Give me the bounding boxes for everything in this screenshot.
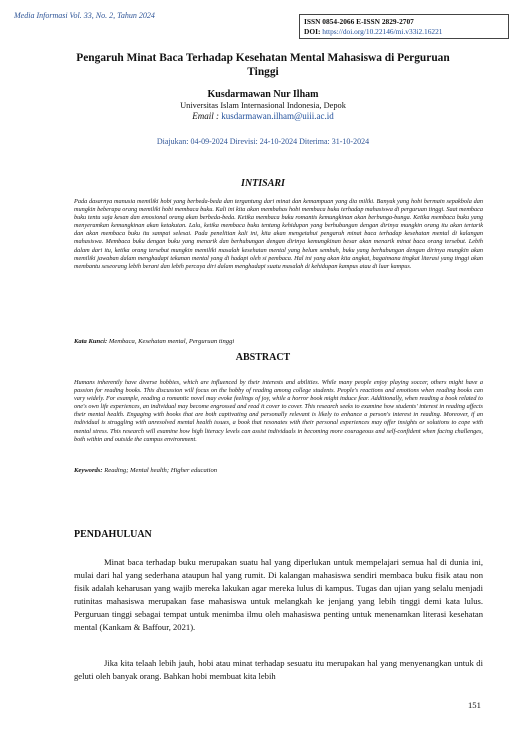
doi-line xyxy=(304,27,504,37)
doi-label: DOI: xyxy=(304,27,321,36)
author-name: Kusdarmawan Nur Ilham xyxy=(207,89,319,100)
author-email xyxy=(0,111,526,121)
abstract-text: Humans inherently have diverse hobbies, which are influenced by their interests and abilities. While many people enjoy playing soccer, others might have a passion for reading books. This discussion will focus on the hobby of reading among college students. People's reactions and emotions when reading books can vary widely. For example, reading a romantic novel may evoke feelings of joy, while a horror book might induce fear. Additionally, when reading a book related to one's own life experiences, an individual may become engrossed and read it cover to cover. This research seeks to examine how students' interest in reading affects their mental health. Engaging with books that are both captivating and personally relevant is likely to enhance a person's interest in reading. Moreover, if an individual is struggling with unresolved mental health issues, a book that resonates with their personal experiences may offer insights or solutions to cope with mental stress. This research will examine how high literacy levels can assist individuals in becoming more courageous and self-confident when facing challenges, both within and outside the campus environment. xyxy=(74,379,483,443)
section-heading: PENDAHULUAN xyxy=(74,529,152,540)
issn-line: ISSN 0854-2066 E-ISSN 2829-2707 xyxy=(304,17,414,26)
abstract-heading: ABSTRACT xyxy=(235,352,291,363)
paper-title: Pengaruh Minat Baca Terhadap Kesehatan Mental Mahasiswa di Perguruan Tinggi xyxy=(76,52,450,78)
intisari-heading: INTISARI xyxy=(241,178,285,189)
page-number: 151 xyxy=(468,700,481,710)
keywords-label: Keywords: xyxy=(74,467,103,474)
author-affiliation: Universitas Islam Internasional Indonesia, Depok xyxy=(180,101,346,110)
issn-doi-box xyxy=(299,14,509,39)
email-label: Email : xyxy=(192,111,219,121)
keywords xyxy=(74,467,483,474)
body-paragraph-2: Jika kita telaah lebih jauh, hobi atau minat terhadap sesuatu itu merupakan hal yang menyenangkan untuk di geluti oleh banyak orang. Bahkan hobi membuat kita lebih xyxy=(74,658,483,682)
journal-header: Media Informasi Vol. 33, No. 2, Tahun 2024 xyxy=(14,11,155,20)
email-link[interactable]: kusdarmawan.ilham@uiii.ac.id xyxy=(221,111,334,121)
kata-kunci xyxy=(74,338,483,345)
intisari-text: Pada dasarnya manusia memiliki hobi yang berbeda-beda dan tergantung dari minat dan kemampuan yang dia miliki. Banyak yang hobi bermain sepakbola dan mungkin beberapa orang memiliki hobi membaca buku. Kali ini kita akan membahas hobi membaca buku terhadap mahasiswa di perguruan tinggi. Saat membaca buku tentu saja kesan dan emosional orang akan berbeda-beda. Ketika membaca buku romantis kemungkinan akan berbunga-bunga. Ketika membaca buku yang menyeramkan kemungkinan akan ketakutan. Lalu, ketika membaca buku tentang kehidupan yang berhubungan dengan dirinya mungkin orang itu akan tertarik dan akan membaca buku itu sampai selesai. Pada penelitian kali ini, kita akan mengetahui pengaruh minat baca terhadap kesehatan mental di kalangan mahasiswa. Membaca buku dengan buku yang menarik dan berhubungan dengan dirinya kemungkinan besar akan menarik minat baca orang tersebut. Lebih dalam dari itu, ketika orang tersebut mungkin memiliki masalah kesehatan mental yang belum sembuh, buku yang berhubungan dengan dirinya mungkin akan memiliki jawaban dalam menghadapi tekanan mental yang di hadapi oleh si pembaca. Hal ini yang akan kita angkat, bagaimana tingkat literasi yang tinggi akan membantu seseorang lebih berani dan lebih percaya diri dalam menghadapi suatu masalah di kehidupan kampus atau di luar kampus. xyxy=(74,198,483,270)
keywords-value: Reading; Mental health; Higher education xyxy=(104,467,218,474)
doi-link[interactable]: https://doi.org/10.22146/mi.v33i2.16221 xyxy=(322,27,443,36)
submission-dates: Diajukan: 04-09-2024 Direvisi: 24-10-2024 Diterima: 31-10-2024 xyxy=(156,137,370,146)
body-paragraph-1: Minat baca terhadap buku merupakan suatu hal yang diperlukan untuk mempelajari semua hal di dunia ini, mulai dari hal yang sederhana ataupun hal yang rumit. Di kalangan mahasiswa sendiri membaca buku fisik atau non fisik adalah keharusan yang wajib mereka lakukan agar mereka lulus di kampus. Tugas dan ujian yang selalu menjadi rutinitas mahasiswa merupakan fase mahasiswa untuk melangkah ke jenjang yang lebih tinggi demi kata lulus. Perguruan tinggi sebagai tempat untuk menimba ilmu oleh mahasiswa penting untuk menenamkan literasi kesehatan mental (Kankam & Baffour, 2021). xyxy=(74,557,483,633)
kata-kunci-value: Membaca, Kesehatan mental, Perguruan tinggi xyxy=(108,338,235,345)
kata-kunci-label: Kata Kunci: xyxy=(74,338,108,345)
